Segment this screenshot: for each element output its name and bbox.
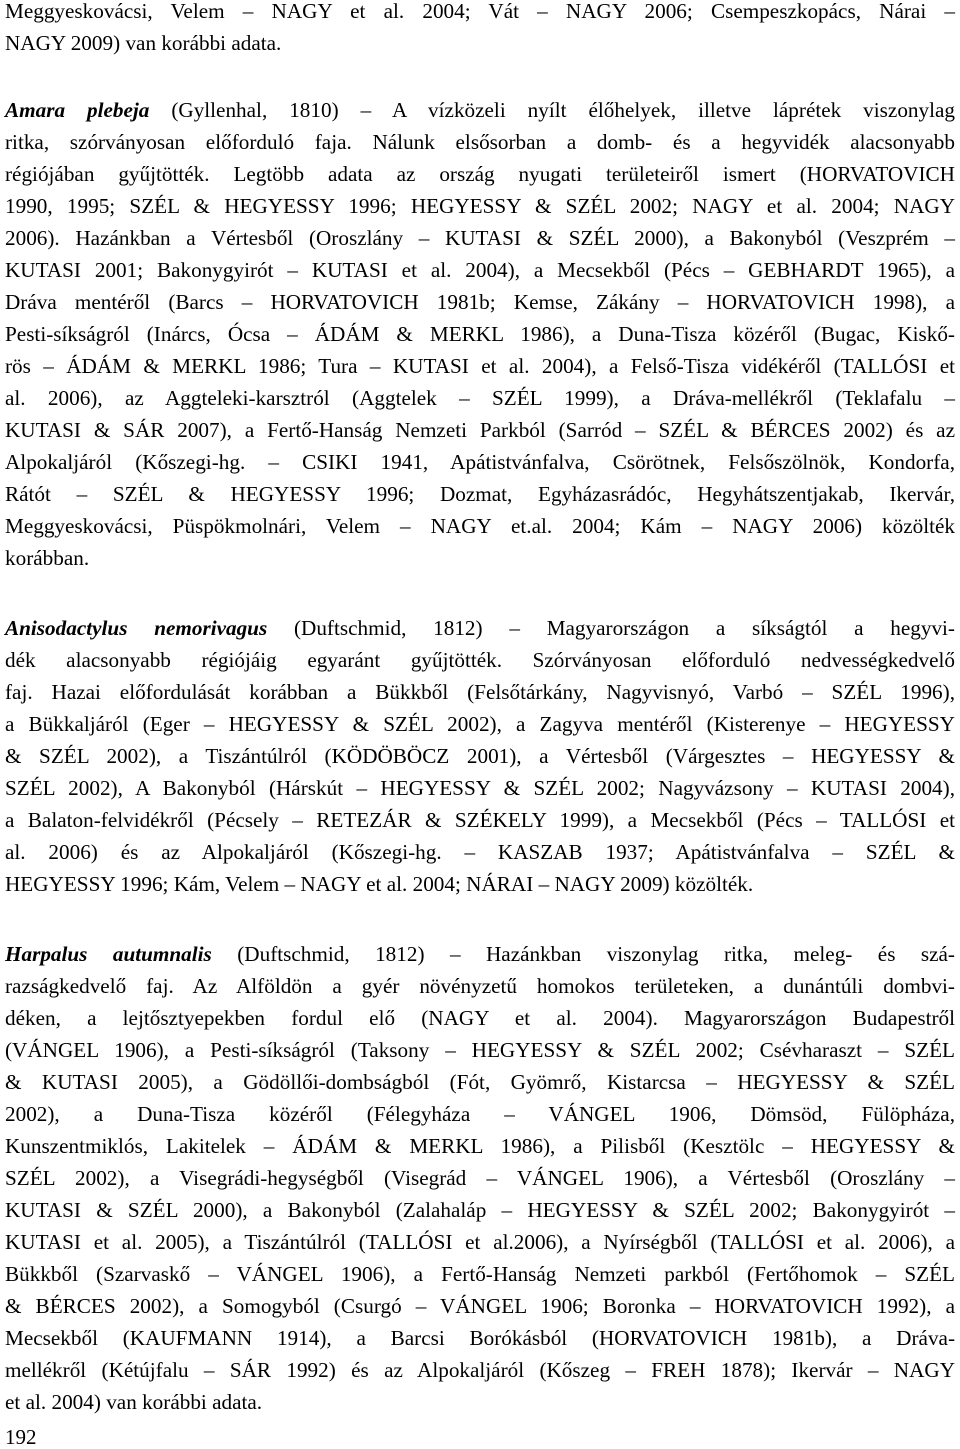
text-line: al. 2006), az Aggteleki-karsztról (Aggtelek – SZÉL 1999), a Dráva-mellékről (Teklafalu – xyxy=(5,386,955,410)
text-line: Meggyeskovácsi, Velem – NAGY et al. 2004; Vát – NAGY 2006; Csempeszkopács, Nárai – xyxy=(5,0,955,23)
text-line: et al. 2004) van korábbi adata. xyxy=(5,1390,263,1414)
text-line: 2002), a Duna-Tisza közéről (Félegyháza – VÁNGEL 1906, Dömsöd, Fülöpháza, xyxy=(5,1102,955,1126)
text-line: HEGYESSY 1996; Kám, Velem – NAGY et al. 2004; NÁRAI – NAGY 2009) közölték. xyxy=(5,872,754,896)
text-line-rest: (Gyllenhal, 1810) – A vízközeli nyílt élőhelyek, illetve láprétek viszonylag xyxy=(149,98,955,122)
text-line: mellékről (Kétújfalu – SÁR 1992) és az Alpokaljáról (Kőszeg – FREH 1878); Ikervár – NAGY xyxy=(5,1358,955,1382)
text-line: al. 2006) és az Alpokaljáról (Kőszegi-hg. – KASZAB 1937; Apátistvánfalva – SZÉL & xyxy=(5,840,955,864)
text-line-rest: (Duftschmid, 1812) – Magyarországon a síkságtól a hegyvi- xyxy=(267,616,955,640)
text-line: KUTASI & SZÉL 2000), a Bakonyból (Zalahaláp – HEGYESSY & SZÉL 2002; Bakonygyirót – xyxy=(5,1198,955,1222)
text-line: razságkedvelő faj. Az Alföldön a gyér növényzetű homokos területeken, a dunántúli dombvi- xyxy=(5,974,955,998)
text-line: Bükkből (Szarvaskő – VÁNGEL 1906), a Fertő-Hanság Nemzeti parkból (Fertőhomok – SZÉL xyxy=(5,1262,955,1286)
paragraph-continuation xyxy=(5,0,955,59)
text-line: Pesti-síkságról (Inárcs, Ócsa – ÁDÁM & MERKL 1986), a Duna-Tisza közéről (Bugac, Kiskő- xyxy=(5,322,955,346)
text-line: déken, a lejtősztyepekben fordul elő (NAGY et al. 2004). Magyarországon Budapestről xyxy=(5,1006,955,1030)
text-line: rös – ÁDÁM & MERKL 1986; Tura – KUTASI et al. 2004), a Felső-Tisza vidékéről (TALLÓSI et xyxy=(5,354,955,378)
text-line: & KUTASI 2005), a Gödöllői-dombságból (Fót, Gyömrő, Kistarcsa – HEGYESSY & SZÉL xyxy=(5,1070,955,1094)
text-line: Alpokaljáról (Kőszegi-hg. – CSIKI 1941, Apátistvánfalva, Csörötnek, Felsőszölnök, Kondorfa, xyxy=(5,450,955,474)
text-line: ritka, szórványosan előforduló faja. Nálunk elsősorban a domb- és a hegyvidék alacsonyabb xyxy=(5,130,955,154)
text-line: KUTASI 2001; Bakonygyirót – KUTASI et al. 2004), a Mecsekből (Pécs – GEBHARDT 1965), a xyxy=(5,258,955,282)
text-line: korábban. xyxy=(5,546,90,570)
text-line: & SZÉL 2002), a Tiszántúlról (KÖDÖBÖCZ 2001), a Vértesből (Várgesztes – HEGYESSY & xyxy=(5,744,955,768)
text-line: a Balaton-felvidékről (Pécsely – RETEZÁR & SZÉKELY 1999), a Mecsekből (Pécs – TALLÓSI et xyxy=(5,808,955,832)
text-line: NAGY 2009) van korábbi adata. xyxy=(5,31,282,55)
text-line: Dráva mentéről (Barcs – HORVATOVICH 1981b; Kemse, Zákány – HORVATOVICH 1998), a xyxy=(5,290,955,314)
page-number: 192 xyxy=(5,1425,37,1449)
text-line xyxy=(5,94,955,126)
paragraph-harpalus-autumnalis xyxy=(5,938,955,1418)
text-line: a Bükkaljáról (Eger – HEGYESSY & SZÉL 2002), a Zagyva mentéről (Kisterenye – HEGYESSY xyxy=(5,712,955,736)
text-line: & BÉRCES 2002), a Somogyból (Csurgó – VÁNGEL 1906; Boronka – HORVATOVICH 1992), a xyxy=(5,1294,955,1318)
text-line: KUTASI & SÁR 2007), a Fertő-Hanság Nemzeti Parkból (Sarród – SZÉL & BÉRCES 2002) és az xyxy=(5,418,955,442)
species-name: Anisodactylus nemorivagus xyxy=(5,616,268,640)
text-line: KUTASI et al. 2005), a Tiszántúlról (TALLÓSI et al.2006), a Nyírségből (TALLÓSI et al. 2006), a xyxy=(5,1230,955,1254)
text-line: régiójában gyűjtötték. Legtöbb adata az ország nyugati területeiről ismert (HORVATOVICH xyxy=(5,162,955,186)
text-line: Kunszentmiklós, Lakitelek – ÁDÁM & MERKL 1986), a Pilisből (Kesztölc – HEGYESSY & xyxy=(5,1134,955,1158)
text-line: dék alacsonyabb régiójáig egyaránt gyűjtötték. Szórványosan előforduló nedvességkedvelő xyxy=(5,648,955,672)
text-line: 2006). Hazánkban a Vértesből (Oroszlány – KUTASI & SZÉL 2000), a Bakonyból (Veszprém – xyxy=(5,226,955,250)
text-line: SZÉL 2002), a Visegrádi-hegységből (Visegrád – VÁNGEL 1906), a Vértesből (Oroszlány – xyxy=(5,1166,955,1190)
text-line xyxy=(5,612,955,644)
text-line: Rátót – SZÉL & HEGYESSY 1996; Dozmat, Egyházasrádóc, Hegyhátszentjakab, Ikervár, xyxy=(5,482,955,506)
text-line: Mecsekből (KAUFMANN 1914), a Barcsi Borókásból (HORVATOVICH 1981b), a Dráva- xyxy=(5,1326,955,1350)
text-line: Meggyeskovácsi, Püspökmolnári, Velem – NAGY et.al. 2004; Kám – NAGY 2006) közölték xyxy=(5,514,955,538)
paragraph-amara-plebeja xyxy=(5,94,955,574)
text-line-rest: (Duftschmid, 1812) – Hazánkban viszonylag ritka, meleg- és szá- xyxy=(211,942,955,966)
species-name: Harpalus autumnalis xyxy=(5,942,212,966)
text-line: SZÉL 2002), A Bakonyból (Hárskút – HEGYESSY & SZÉL 2002; Nagyvázsony – KUTASI 2004), xyxy=(5,776,955,800)
text-line: 1990, 1995; SZÉL & HEGYESSY 1996; HEGYESSY & SZÉL 2002; NAGY et al. 2004; NAGY xyxy=(5,194,955,218)
text-line: faj. Hazai előfordulását korábban a Bükkből (Felsőtárkány, Nagyvisnyó, Varbó – SZÉL 1996), xyxy=(5,680,955,704)
species-name: Amara plebeja xyxy=(5,98,150,122)
text-line: (VÁNGEL 1906), a Pesti-síkságról (Taksony – HEGYESSY & SZÉL 2002; Csévharaszt – SZÉL xyxy=(5,1038,955,1062)
text-line xyxy=(5,938,955,970)
document-page xyxy=(5,0,955,1418)
paragraph-anisodactylus-nemorivagus xyxy=(5,612,955,900)
